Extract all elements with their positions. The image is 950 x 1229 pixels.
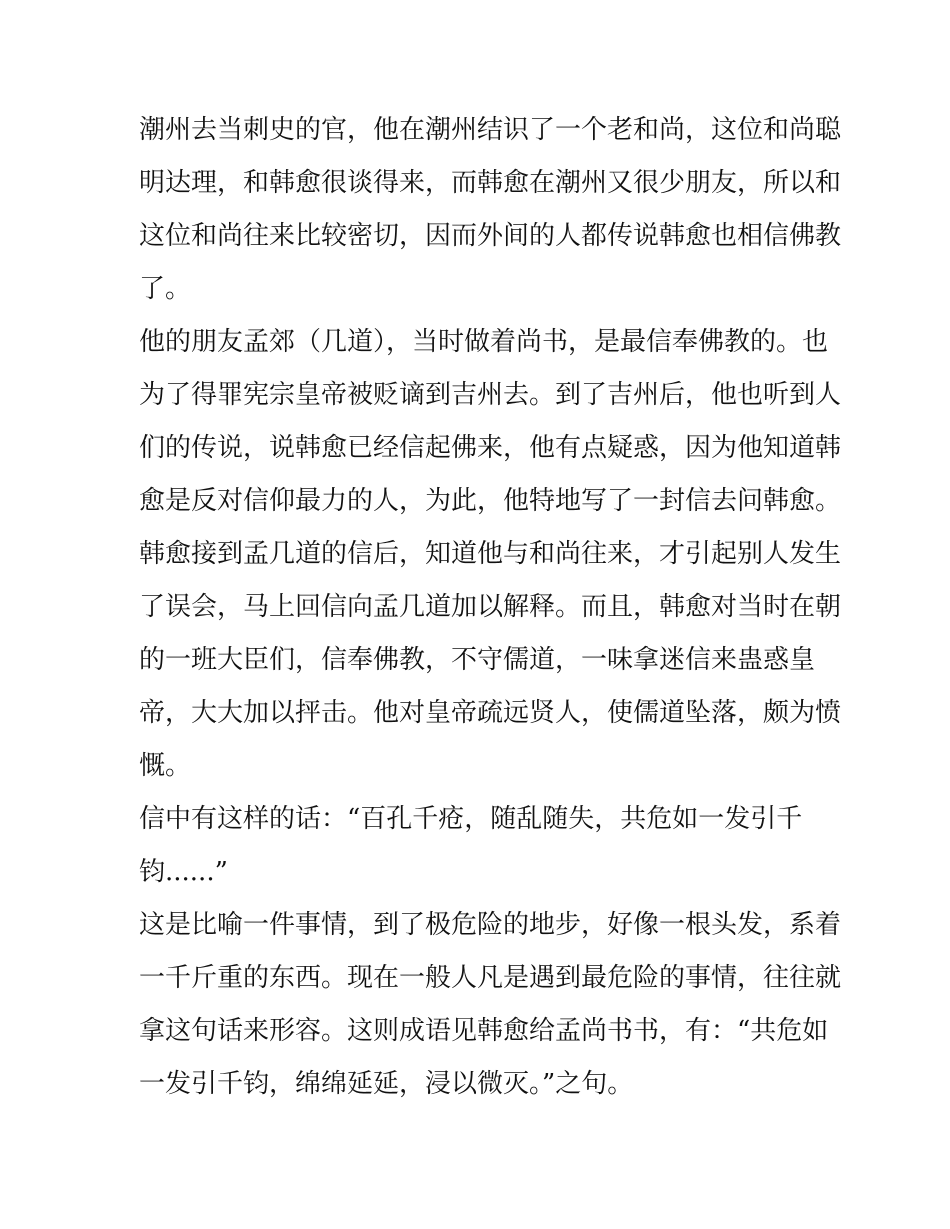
text-line: 明达理，和韩愈很谈得来，而韩愈在潮州又很少朋友，所以和 <box>139 168 842 198</box>
text-line: 这是比喻一件事情，到了极危险的地步，好像一根头发，系着 <box>139 910 842 940</box>
text-line: 了。 <box>139 274 192 304</box>
text-line: 拿这句话来形容。这则成语见韩愈给孟尚书书，有：“共危如 <box>139 1016 829 1046</box>
text-line: 的一班大臣们，信奉佛教，不守儒道，一味拿迷信来蛊惑皇 <box>139 645 816 675</box>
text-line: 愈是反对信仰最力的人，为此，他特地写了一封信去问韩愈。 <box>139 486 842 516</box>
document-body <box>139 104 842 1111</box>
text-line: 帝，大大加以抨击。他对皇帝疏远贤人，使儒道坠落，颇为愤 <box>139 698 842 728</box>
text-line: 潮州去当刺史的官，他在潮州结识了一个老和尚，这位和尚聪 <box>139 115 842 145</box>
text-line: 钧......” <box>139 857 228 887</box>
text-line: 们的传说，说韩愈已经信起佛来，他有点疑惑，因为他知道韩 <box>139 433 842 463</box>
text-line: 韩愈接到孟几道的信后，知道他与和尚往来，才引起别人发生 <box>139 539 842 569</box>
text-line: 一发引千钧，绵绵延延，浸以微灭。”之句。 <box>139 1069 634 1099</box>
text-line: 信中有这样的话：“百孔千疮，随乱随失，共危如一发引千 <box>139 804 803 834</box>
text-line: 他的朋友孟郊（几道），当时做着尚书，是最信奉佛教的。也 <box>139 327 829 357</box>
text-line: 了误会，马上回信向孟几道加以解释。而且，韩愈对当时在朝 <box>139 592 842 622</box>
text-line: 慨。 <box>139 751 192 781</box>
text-line: 为了得罪宪宗皇帝被贬谪到吉州去。到了吉州后，他也听到人 <box>139 380 842 410</box>
text-line: 一千斤重的东西。现在一般人凡是遇到最危险的事情，往往就 <box>139 963 842 993</box>
text-line: 这位和尚往来比较密切，因而外间的人都传说韩愈也相信佛教 <box>139 221 842 251</box>
